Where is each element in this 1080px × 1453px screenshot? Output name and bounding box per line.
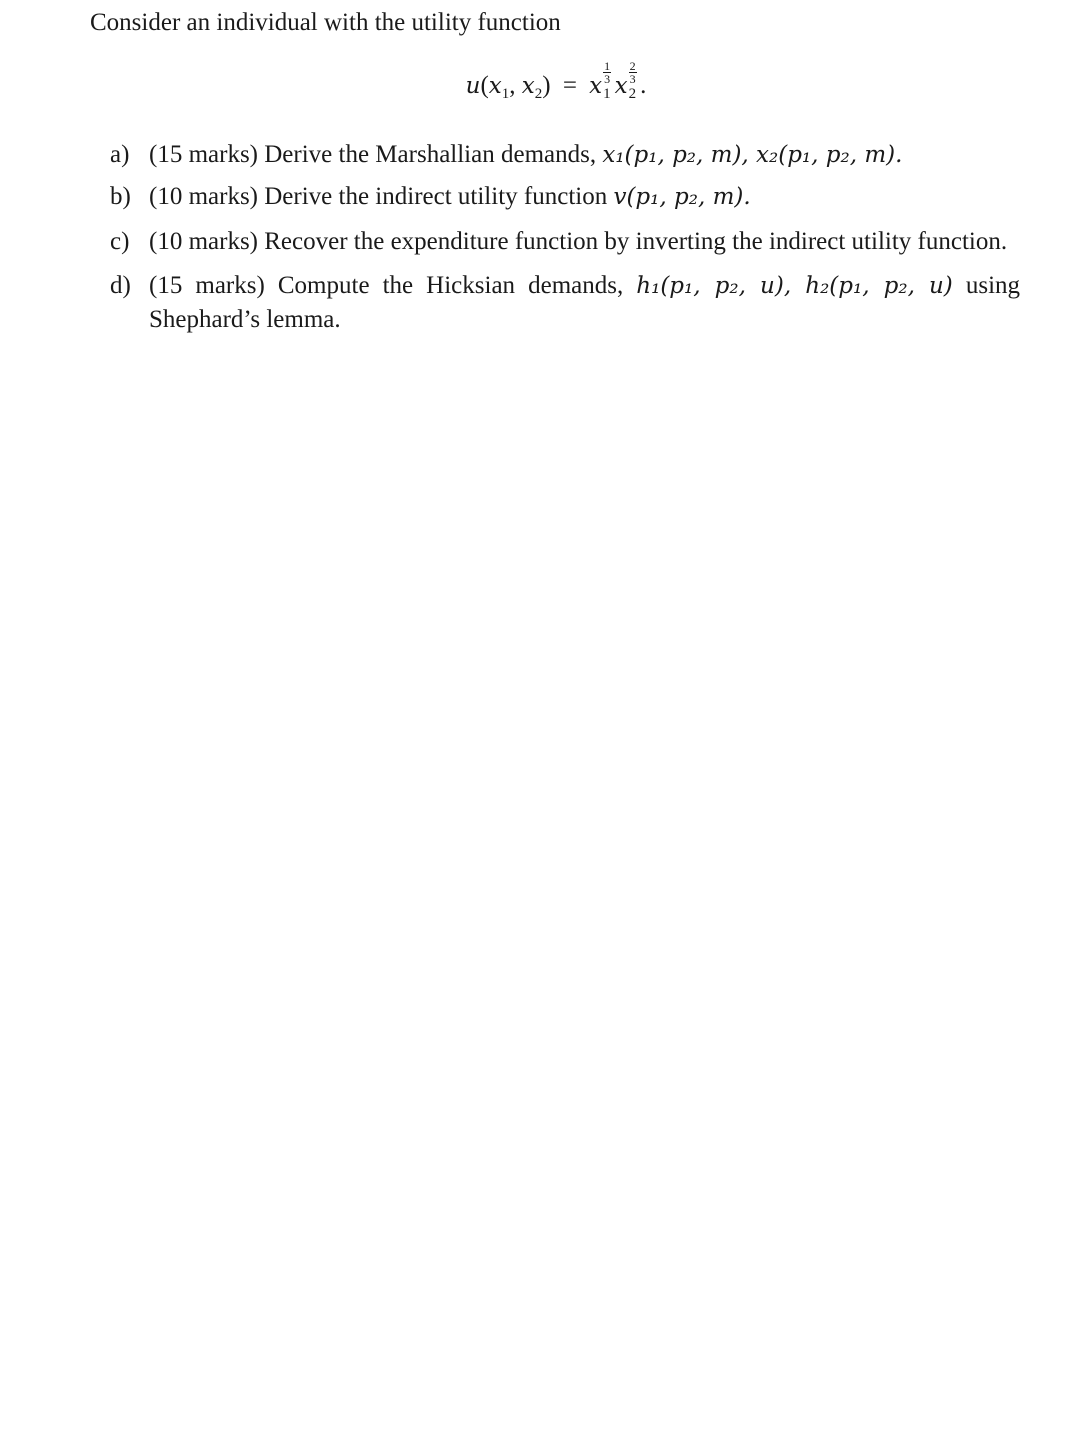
equation-body xyxy=(466,60,647,106)
eq-rhs-exp1-den: 3 xyxy=(604,72,611,86)
utility-equation xyxy=(0,60,1080,106)
eq-arg2: x xyxy=(521,73,535,99)
part-b-body xyxy=(149,180,1020,214)
eq-rhs-exp1 xyxy=(603,60,611,85)
eq-comma: , xyxy=(509,72,522,99)
eq-rhs-base1: x xyxy=(589,73,603,99)
question-parts xyxy=(110,138,1020,337)
eq-equals: = xyxy=(562,72,577,99)
eq-rhs-base1-sub: 1 xyxy=(603,86,611,102)
part-a-body xyxy=(149,138,1020,172)
eq-paren-close: ) xyxy=(542,72,551,99)
eq-rhs-exp2-den: 3 xyxy=(629,72,636,86)
eq-rhs-exp2 xyxy=(629,60,637,85)
part-d-marks: (15 marks) xyxy=(149,272,265,299)
question-part-c xyxy=(110,225,1020,259)
eq-rhs-base2-sub: 2 xyxy=(628,86,637,102)
part-c-text: Recover the expenditure function by inverting the indirect utility function. xyxy=(264,228,1008,255)
part-a-letter: a) xyxy=(110,141,130,168)
eq-paren-open: ( xyxy=(480,72,489,99)
eq-rhs-base2: x xyxy=(614,73,628,99)
eq-end: . xyxy=(640,72,647,99)
part-d-math: h₁(p₁, p₂, u), h₂(p₁, p₂, u) xyxy=(636,273,953,299)
part-d-text-after: using Shephard’s lemma. xyxy=(149,272,1021,333)
eq-arg1-sub: 1 xyxy=(501,86,510,102)
question-part-d xyxy=(110,269,1020,337)
part-d-text: Compute the Hicksian demands, xyxy=(277,272,624,299)
eq-rhs-exp2-num: 2 xyxy=(629,59,636,73)
part-c-marks: (10 marks) xyxy=(149,228,258,255)
eq-fn: u xyxy=(465,73,481,99)
question-part-b xyxy=(110,180,1020,214)
part-a-text: Derive the Marshallian demands, xyxy=(264,141,597,168)
part-b-text: Derive the indirect utility function xyxy=(264,183,608,210)
part-b-math: v(p₁, p₂, m). xyxy=(613,184,751,210)
part-a-math: x₁(p₁, p₂, m), x₂(p₁, p₂, m). xyxy=(602,142,903,168)
part-d-letter: d) xyxy=(110,272,131,299)
part-c-letter: c) xyxy=(110,228,130,255)
question-part-a xyxy=(110,138,1020,172)
part-c-body xyxy=(149,225,1020,259)
part-b-marks: (10 marks) xyxy=(149,183,258,210)
eq-arg1: x xyxy=(488,73,502,99)
eq-arg2-sub: 2 xyxy=(534,86,543,102)
eq-rhs-exp1-num: 1 xyxy=(604,59,611,73)
part-a-marks: (15 marks) xyxy=(149,141,258,168)
intro-text: Consider an individual with the utility function xyxy=(90,9,561,36)
part-b-letter: b) xyxy=(110,183,131,210)
part-d-body xyxy=(149,269,1020,337)
